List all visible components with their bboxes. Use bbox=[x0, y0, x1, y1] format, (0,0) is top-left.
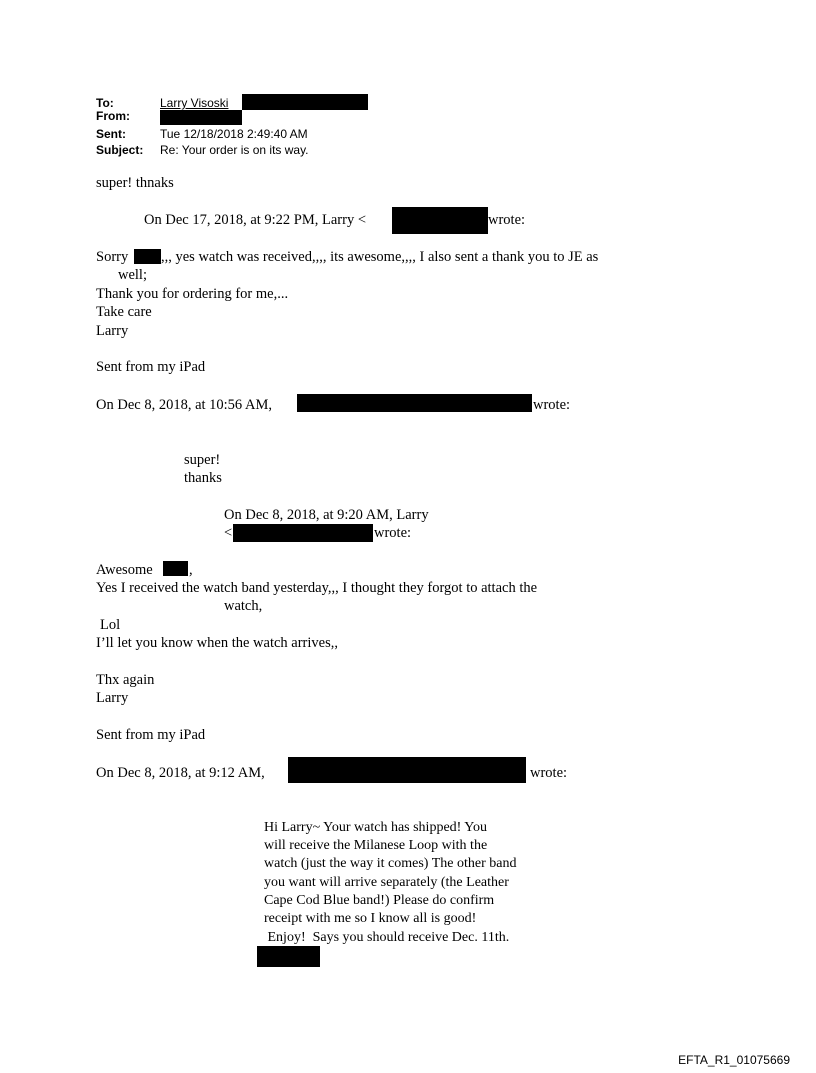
thx-again: Thx again bbox=[96, 672, 155, 688]
sorry-wrap: well; bbox=[118, 267, 147, 283]
received-band: Yes I received the watch band yesterday,,, I thought they forgot to attach the bbox=[96, 580, 538, 596]
take-care: Take care bbox=[96, 304, 152, 320]
signature-larry-2: Larry bbox=[96, 690, 129, 706]
reply-line: super! thnaks bbox=[96, 175, 174, 191]
redaction-quote3-email bbox=[233, 524, 373, 542]
redaction-quote2-email bbox=[297, 394, 532, 412]
super-line: super! bbox=[184, 452, 221, 468]
sorry-text: ,,, yes watch was received,,,, its awesome,,,, I also sent a thank you to JE as bbox=[161, 249, 599, 265]
shipped-line-2: will receive the Milanese Loop with the bbox=[264, 838, 488, 853]
redaction-sender-signature bbox=[257, 946, 320, 967]
redaction-awesome-name bbox=[163, 561, 188, 576]
sorry-start: Sorry bbox=[96, 249, 129, 265]
quote1-intro: On Dec 17, 2018, at 9:22 PM, Larry < bbox=[144, 212, 367, 228]
let-you-know: I’ll let you know when the watch arrives,, bbox=[96, 635, 338, 651]
shipped-line-4: you want will arrive separately (the Leather bbox=[264, 875, 509, 890]
subject-label: Subject: bbox=[96, 143, 144, 157]
quote1-wrote: wrote: bbox=[488, 212, 526, 228]
quote4-wrote: wrote: bbox=[530, 765, 568, 781]
signature-larry-1: Larry bbox=[96, 323, 129, 339]
quote3-lt: < bbox=[224, 525, 233, 541]
sent-label: Sent: bbox=[96, 127, 126, 141]
redaction-sorry-name bbox=[134, 249, 161, 264]
sent-from-ipad-1: Sent from my iPad bbox=[96, 359, 206, 375]
quote2-wrote: wrote: bbox=[533, 397, 571, 413]
quote3-wrote: wrote: bbox=[374, 525, 412, 541]
shipped-line-6: receipt with me so I know all is good! bbox=[264, 911, 477, 926]
shipped-line-3: watch (just the way it comes) The other band bbox=[264, 856, 517, 871]
subject-value: Re: Your order is on its way. bbox=[160, 143, 309, 157]
quote2-intro: On Dec 8, 2018, at 10:56 AM, bbox=[96, 397, 272, 413]
to-label: To: bbox=[96, 96, 114, 110]
received-wrap: watch, bbox=[224, 598, 263, 614]
thanks-ordering: Thank you for ordering for me,... bbox=[96, 286, 289, 302]
to-value: Larry Visoski bbox=[160, 96, 229, 110]
awesome-start: Awesome bbox=[96, 562, 153, 578]
redaction-from bbox=[160, 110, 242, 125]
thanks-line: thanks bbox=[184, 470, 222, 486]
awesome-comma: , bbox=[189, 562, 193, 578]
from-label: From: bbox=[96, 109, 130, 123]
sent-value: Tue 12/18/2018 2:49:40 AM bbox=[160, 127, 308, 141]
document-id: EFTA_R1_01075669 bbox=[678, 1053, 790, 1067]
redaction-to-email bbox=[242, 94, 368, 110]
quote4-intro: On Dec 8, 2018, at 9:12 AM, bbox=[96, 765, 265, 781]
shipped-line-5: Cape Cod Blue band!) Please do confirm bbox=[264, 893, 495, 908]
sent-from-ipad-2: Sent from my iPad bbox=[96, 727, 206, 743]
lol-line: Lol bbox=[100, 617, 121, 633]
shipped-line-7: Enjoy! Says you should receive Dec. 11th. bbox=[264, 930, 510, 945]
quote3-intro: On Dec 8, 2018, at 9:20 AM, Larry bbox=[224, 507, 429, 523]
redaction-quote1-email bbox=[392, 207, 488, 234]
redaction-quote4-email bbox=[288, 757, 526, 783]
shipped-line-1: Hi Larry~ Your watch has shipped! You bbox=[264, 820, 488, 835]
